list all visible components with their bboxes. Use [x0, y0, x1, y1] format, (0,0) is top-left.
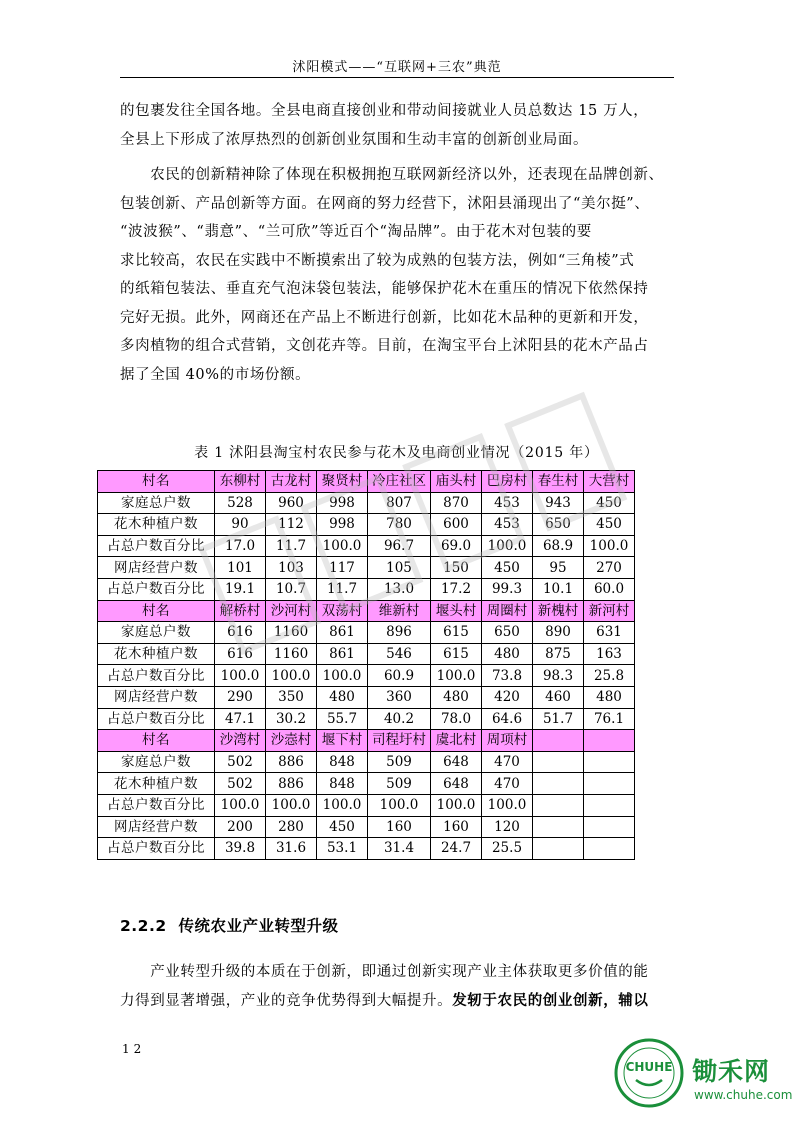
table-cell — [533, 751, 584, 773]
village-name-cell: 庙头村 — [431, 471, 482, 493]
row-label: 花木种植户数 — [98, 643, 215, 665]
table-cell: 780 — [368, 514, 431, 536]
table-cell: 1160 — [266, 643, 317, 665]
village-name-cell: 维新村 — [368, 600, 431, 622]
table-cell — [533, 838, 584, 860]
table-cell: 101 — [215, 557, 266, 579]
table-row — [98, 708, 635, 730]
table-cell: 60.9 — [368, 665, 431, 687]
table-cell: 100.0 — [317, 794, 368, 816]
table-cell: 90 — [215, 514, 266, 536]
table-cell: 69.0 — [431, 535, 482, 557]
village-name-cell: 巴房村 — [482, 471, 533, 493]
row-label: 占总户数百分比 — [98, 578, 215, 600]
table-cell: 73.8 — [482, 665, 533, 687]
table-cell: 64.6 — [482, 708, 533, 730]
table-cell: 280 — [266, 816, 317, 838]
table-cell: 450 — [584, 492, 635, 514]
row-label-village-name: 村名 — [98, 600, 215, 622]
table-cell: 163 — [584, 643, 635, 665]
table-cell: 55.7 — [317, 708, 368, 730]
table-cell: 896 — [368, 622, 431, 644]
paragraph-1-line-2: 全县上下形成了浓厚热烈的创新创业氛围和生动丰富的创新创业局面。 — [120, 131, 589, 148]
village-name-cell: 古龙村 — [266, 471, 317, 493]
table-cell: 24.7 — [431, 838, 482, 860]
paragraph-2-line: 求比较高，农民在实践中不断摸索出了较为成熟的包装方法，例如“三角棱”式 — [120, 252, 635, 269]
village-name-cell — [533, 730, 584, 752]
village-name-cell: 堰下村 — [317, 730, 368, 752]
table-cell: 450 — [317, 816, 368, 838]
table-cell: 480 — [431, 686, 482, 708]
paragraph-2-line: 的纸箱包装法、垂直充气泡沫袋包装法，能够保护花木在重压的情况下依然保持 — [120, 281, 649, 297]
table-cell — [533, 816, 584, 838]
table-cell: 450 — [584, 514, 635, 536]
table-cell: 39.8 — [215, 838, 266, 860]
brand-name: 锄禾网 — [692, 1057, 771, 1086]
table-cell: 807 — [368, 492, 431, 514]
running-header: 沭阳模式——“互联网+三农”典范 — [292, 60, 502, 75]
section-number: 2.2.2 — [120, 917, 167, 935]
row-label: 花木种植户数 — [98, 514, 215, 536]
table-cell: 120 — [482, 816, 533, 838]
table-cell: 100.0 — [368, 794, 431, 816]
table-cell: 100.0 — [482, 794, 533, 816]
table-cell — [533, 794, 584, 816]
table-header-row — [98, 730, 635, 752]
table-cell: 509 — [368, 773, 431, 795]
table-cell — [584, 751, 635, 773]
table-row — [98, 535, 635, 557]
village-name-cell: 双荡村 — [317, 600, 368, 622]
row-label: 占总户数百分比 — [98, 794, 215, 816]
table-cell: 528 — [215, 492, 266, 514]
row-label: 占总户数百分比 — [98, 708, 215, 730]
table-cell: 19.1 — [215, 578, 266, 600]
table-cell: 848 — [317, 773, 368, 795]
table-cell: 890 — [533, 622, 584, 644]
table-cell: 30.2 — [266, 708, 317, 730]
table-row — [98, 557, 635, 579]
village-name-cell: 沙悫村 — [266, 730, 317, 752]
table-cell: 648 — [431, 773, 482, 795]
table-row — [98, 686, 635, 708]
table-row — [98, 816, 635, 838]
paragraph-2-line: 据了全国 40%的市场份额。 — [120, 366, 311, 383]
row-label: 网店经营户数 — [98, 816, 215, 838]
village-name-cell: 新河村 — [584, 600, 635, 622]
table-row — [98, 622, 635, 644]
table-cell: 460 — [533, 686, 584, 708]
table-cell: 47.1 — [215, 708, 266, 730]
table-cell: 100.0 — [584, 535, 635, 557]
table-cell: 648 — [431, 751, 482, 773]
brand-url[interactable]: www.chuhe.com — [694, 1088, 793, 1102]
table-row — [98, 665, 635, 687]
table-cell: 78.0 — [431, 708, 482, 730]
table-cell: 480 — [584, 686, 635, 708]
row-label: 家庭总户数 — [98, 492, 215, 514]
table-cell: 509 — [368, 751, 431, 773]
table-cell: 11.7 — [266, 535, 317, 557]
table-cell: 350 — [266, 686, 317, 708]
village-name-cell: 虞北村 — [431, 730, 482, 752]
table-header-row — [98, 471, 635, 493]
table-cell: 31.6 — [266, 838, 317, 860]
village-name-cell: 司程圩村 — [368, 730, 431, 752]
table-cell: 100.0 — [317, 535, 368, 557]
table-cell: 470 — [482, 773, 533, 795]
paragraph-1-line-1: 的包裹发往全国各地。全县电商直接创业和带动间接就业人员总数达 15 万人， — [120, 103, 649, 119]
table-cell: 25.5 — [482, 838, 533, 860]
table-cell: 453 — [482, 514, 533, 536]
table-row — [98, 514, 635, 536]
village-name-cell: 沙湾村 — [215, 730, 266, 752]
table-cell: 100.0 — [215, 665, 266, 687]
table-row — [98, 578, 635, 600]
row-label: 家庭总户数 — [98, 622, 215, 644]
table-cell: 105 — [368, 557, 431, 579]
table-cell: 11.7 — [317, 578, 368, 600]
table-cell: 76.1 — [584, 708, 635, 730]
row-label: 网店经营户数 — [98, 686, 215, 708]
row-label: 占总户数百分比 — [98, 665, 215, 687]
paragraph-1 — [120, 97, 680, 154]
table-row — [98, 492, 635, 514]
table-cell: 998 — [317, 492, 368, 514]
section-heading — [120, 914, 338, 936]
table-row — [98, 838, 635, 860]
table-cell: 943 — [533, 492, 584, 514]
row-label-village-name: 村名 — [98, 471, 215, 493]
paragraph-3-bold-text: 发轫于农民的创业创新，辅以 — [452, 991, 649, 1009]
table-cell: 100.0 — [431, 794, 482, 816]
table-header-row — [98, 600, 635, 622]
table-cell: 1160 — [266, 622, 317, 644]
table-cell: 160 — [431, 816, 482, 838]
table-cell: 100.0 — [317, 665, 368, 687]
table-cell: 60.0 — [584, 578, 635, 600]
village-name-cell: 春生村 — [533, 471, 584, 493]
row-label: 网店经营户数 — [98, 557, 215, 579]
table-row — [98, 794, 635, 816]
table-cell: 150 — [431, 557, 482, 579]
table-cell: 100.0 — [482, 535, 533, 557]
village-name-cell: 堰头村 — [431, 600, 482, 622]
table-body — [98, 471, 635, 860]
table-cell: 998 — [317, 514, 368, 536]
paragraph-2-line: “波波猴”、“翡意”、“兰可欣”等近百个“淘品牌”。由于花木对包装的要 — [120, 224, 592, 240]
village-name-cell: 周圈村 — [482, 600, 533, 622]
table-row — [98, 643, 635, 665]
table-cell: 870 — [431, 492, 482, 514]
table-cell — [533, 773, 584, 795]
village-name-cell: 新槐村 — [533, 600, 584, 622]
row-label-village-name: 村名 — [98, 730, 215, 752]
village-name-cell: 周项村 — [482, 730, 533, 752]
village-name-cell: 解桥村 — [215, 600, 266, 622]
page-number: 12 — [122, 1042, 146, 1056]
table-cell: 546 — [368, 643, 431, 665]
paragraph-2-line: 农民的创新精神除了体现在积极拥抱互联网新经济以外，还表现在品牌创新、 — [120, 167, 664, 183]
table-cell: 160 — [368, 816, 431, 838]
table-cell: 10.1 — [533, 578, 584, 600]
table-cell: 960 — [266, 492, 317, 514]
paragraph-3-line-2: 力得到显著增强，产业的竞争优势得到大幅提升。 — [120, 992, 453, 1009]
table-cell: 453 — [482, 492, 533, 514]
paragraph-2-line: 包装创新、产品创新等方面。在网商的努力经营下，沭阳县涌现出了“美尔挺”、 — [120, 195, 650, 212]
table-cell: 615 — [431, 643, 482, 665]
table-cell: 17.2 — [431, 578, 482, 600]
table-cell: 40.2 — [368, 708, 431, 730]
table-cell: 290 — [215, 686, 266, 708]
village-name-cell: 沙河村 — [266, 600, 317, 622]
table-cell: 631 — [584, 622, 635, 644]
table-cell: 886 — [266, 773, 317, 795]
table-cell: 470 — [482, 751, 533, 773]
section-title: 传统农业产业转型升级 — [178, 917, 339, 935]
table-row — [98, 751, 635, 773]
logo-text: CHUHE — [625, 1060, 673, 1074]
table-cell: 480 — [482, 643, 533, 665]
village-name-cell: 聚贤村 — [317, 471, 368, 493]
table-cell: 68.9 — [533, 535, 584, 557]
table-cell: 480 — [317, 686, 368, 708]
table-cell: 450 — [482, 557, 533, 579]
table-cell: 13.0 — [368, 578, 431, 600]
table-cell — [584, 773, 635, 795]
village-name-cell — [584, 730, 635, 752]
header-rule — [120, 77, 674, 78]
row-label: 占总户数百分比 — [98, 535, 215, 557]
table-cell: 886 — [266, 751, 317, 773]
table-cell: 53.1 — [317, 838, 368, 860]
table-cell: 875 — [533, 643, 584, 665]
table-cell: 100.0 — [215, 794, 266, 816]
table-row — [98, 773, 635, 795]
chuhe-logo — [614, 1038, 684, 1108]
paragraph-2-line: 多肉植物的组合式营销，文创花卉等。目前，在淘宝平台上沭阳县的花木产品占 — [120, 338, 649, 354]
row-label: 占总户数百分比 — [98, 838, 215, 860]
table-caption: 表 1 沭阳县淘宝村农民参与花木及电商创业情况（2015 年） — [194, 445, 599, 461]
table-cell: 420 — [482, 686, 533, 708]
table-cell: 95 — [533, 557, 584, 579]
table-cell — [584, 794, 635, 816]
village-name-cell: 东柳村 — [215, 471, 266, 493]
village-data-table — [97, 470, 635, 860]
table-cell: 502 — [215, 773, 266, 795]
paragraph-2-line: 完好无损。此外，网商还在产品上不断进行创新，比如花木品种的更新和开发， — [120, 309, 649, 326]
table-cell: 616 — [215, 622, 266, 644]
table-cell: 200 — [215, 816, 266, 838]
table-cell: 600 — [431, 514, 482, 536]
table-cell: 270 — [584, 557, 635, 579]
table-cell: 861 — [317, 622, 368, 644]
table-cell: 502 — [215, 751, 266, 773]
row-label: 花木种植户数 — [98, 773, 215, 795]
table-cell: 31.4 — [368, 838, 431, 860]
village-name-cell: 大营村 — [584, 471, 635, 493]
table-cell: 616 — [215, 643, 266, 665]
table-cell: 848 — [317, 751, 368, 773]
table-cell: 99.3 — [482, 578, 533, 600]
row-label: 家庭总户数 — [98, 751, 215, 773]
village-name-cell: 冷庄社区 — [368, 471, 431, 493]
table-cell: 98.3 — [533, 665, 584, 687]
table-cell: 117 — [317, 557, 368, 579]
table-cell: 100.0 — [431, 665, 482, 687]
table-cell: 100.0 — [266, 794, 317, 816]
paragraph-3-line-1: 产业转型升级的本质在于创新，即通过创新实现产业主体获取更多价值的能 — [120, 964, 649, 980]
table-cell: 650 — [533, 514, 584, 536]
table-cell: 100.0 — [266, 665, 317, 687]
table-cell: 103 — [266, 557, 317, 579]
table-cell — [584, 838, 635, 860]
table-cell: 10.7 — [266, 578, 317, 600]
table-cell: 17.0 — [215, 535, 266, 557]
table-cell: 25.8 — [584, 665, 635, 687]
table-cell: 51.7 — [533, 708, 584, 730]
paragraph-3 — [120, 958, 680, 1015]
table-cell: 615 — [431, 622, 482, 644]
table-cell: 96.7 — [368, 535, 431, 557]
table-cell: 650 — [482, 622, 533, 644]
table-cell: 112 — [266, 514, 317, 536]
table-cell — [584, 816, 635, 838]
table-cell: 360 — [368, 686, 431, 708]
paragraph-2 — [120, 161, 680, 389]
table-cell: 861 — [317, 643, 368, 665]
